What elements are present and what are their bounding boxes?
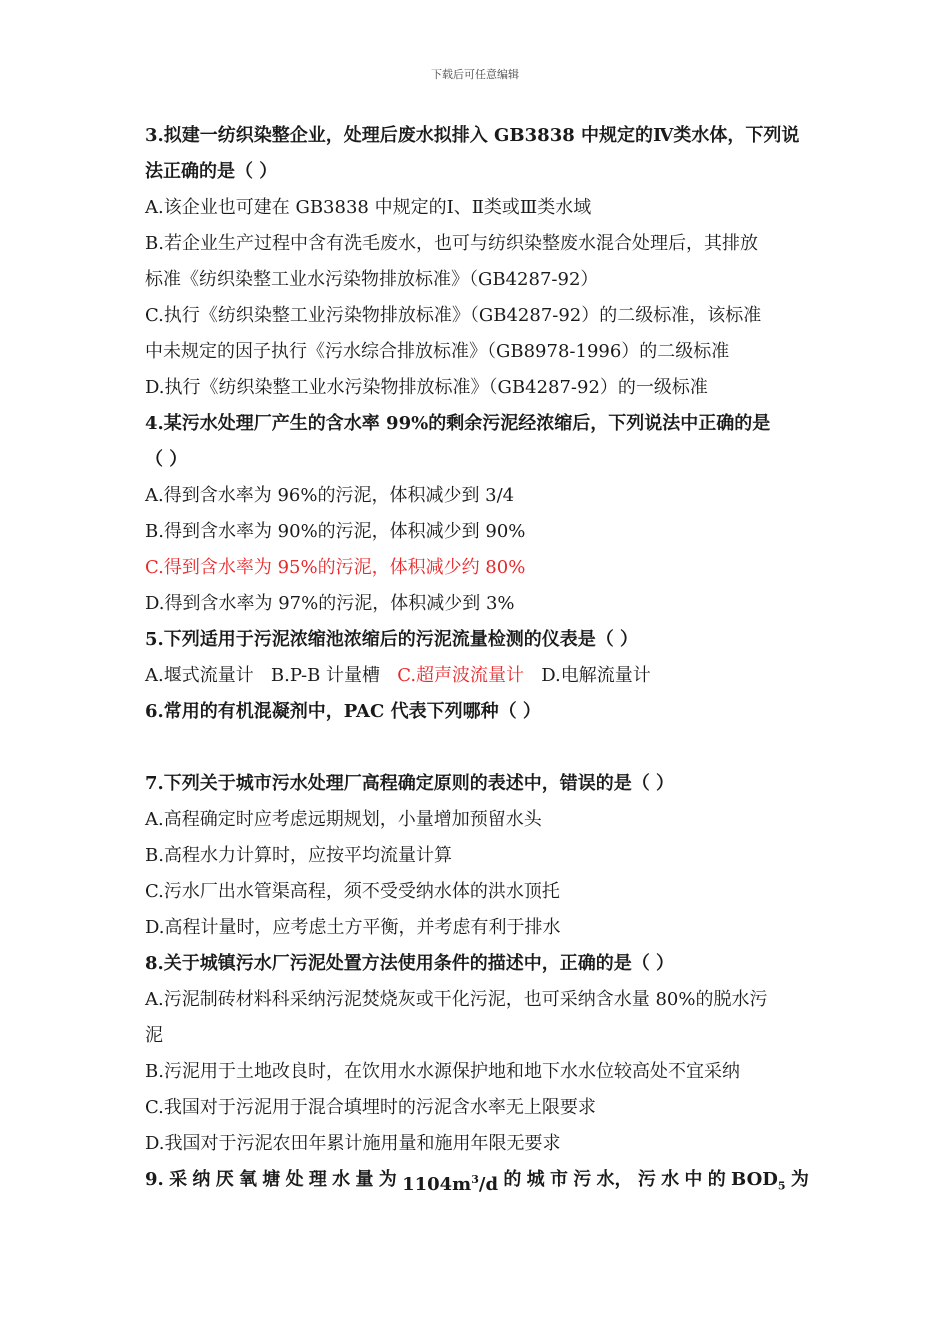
question-4-option-b: B.得到含水率为 90%的污泥，体积减少到 90% (145, 521, 526, 542)
q9-bod (731, 1162, 786, 1198)
q9-part: 市 (549, 1169, 568, 1190)
q9-part: 水 (661, 1169, 680, 1190)
q9-part: 采 (169, 1169, 188, 1190)
blank-line (145, 730, 809, 766)
question-5-options (145, 658, 809, 694)
question-7-option-d: D.高程计量时，应考虑土方平衡，并考虑有利于排水 (145, 917, 561, 938)
question-3-option-c-line2: 中未规定的因子执行《污水综合排放标准》（GB8978-1996）的二级标准 (145, 341, 730, 362)
q9-part: 处 (285, 1169, 304, 1190)
q9-bod-sub: 5 (777, 1179, 786, 1193)
q9-part: 的 (503, 1169, 522, 1190)
q9-flow-sup: 3 (471, 1173, 479, 1186)
q9-flow-value: 1104m (402, 1174, 472, 1195)
question-3-stem-line1: 3.拟建一纺织染整企业，处理后废水拟排入 GB3838 中规定的Ⅳ类水体，下列说 (145, 125, 800, 146)
question-5-option-b: B.P-B 计量槽 (270, 665, 381, 686)
q9-part: 纳 (192, 1169, 211, 1190)
q9-part: 氧 (238, 1169, 257, 1190)
q9-part: 为 (378, 1169, 397, 1190)
question-8-option-c: C.我国对于污泥用于混合填埋时的污泥含水率无上限要求 (145, 1097, 596, 1118)
q9-part: 理 (308, 1169, 327, 1190)
question-3-option-c-line1: C.执行《纺织染整工业污染物排放标准》（GB4287-92）的二级标准，该标准 (145, 305, 762, 326)
question-3-option-a: A.该企业也可建在 GB3838 中规定的Ⅰ、Ⅱ类或Ⅲ类水域 (145, 197, 592, 218)
question-3-option-b-line1: B.若企业生产过程中含有洗毛废水，也可与纺织染整废水混合处理后，其排放 (145, 233, 758, 254)
question-5-stem: 5.下列适用于污泥浓缩池浓缩后的污泥流量检测的仪表是（ ） (145, 629, 639, 650)
question-8-option-a-line2: 泥 (145, 1025, 163, 1046)
question-8-option-a-line1: A.污泥制砖材料科采纳污泥焚烧灰或干化污泥，也可采纳含水量 80%的脱水污 (145, 989, 768, 1010)
question-3-stem-line2: 法正确的是（ ） (145, 161, 278, 182)
question-4-stem-line1: 4.某污水处理厂产生的含水率 99%的剩余污泥经浓缩后，下列说法中正确的是 (145, 413, 771, 434)
question-8-option-b: B.污泥用于土地改良时，在饮用水水源保护地和地下水水位较高处不宜采纳 (145, 1061, 740, 1082)
document-body (145, 118, 809, 1198)
question-6-stem: 6.常用的有机混凝剂中，PAC 代表下列哪种（ ） (145, 701, 541, 722)
question-7-option-b: B.高程水力计算时，应按平均流量计算 (145, 845, 452, 866)
question-8-option-d: D.我国对于污泥农田年累计施用量和施用年限无要求 (145, 1133, 561, 1154)
question-3-option-d: D.执行《纺织染整工业水污染物排放标准》（GB4287-92）的一级标准 (145, 377, 708, 398)
q9-part: 为 (790, 1169, 809, 1190)
question-4-option-a: A.得到含水率为 96%的污泥，体积减少到 3/4 (145, 485, 515, 506)
q9-part: 水 (332, 1169, 351, 1190)
question-7-option-a: A.高程确定时应考虑远期规划，小量增加预留水头 (145, 809, 542, 830)
question-9-stem (145, 1162, 809, 1198)
q9-flow (402, 1162, 498, 1198)
question-4-option-d: D.得到含水率为 97%的污泥，体积减少到 3% (145, 593, 515, 614)
q9-part: 污 (637, 1169, 656, 1190)
question-4-option-c-answer: C.得到含水率为 95%的污泥，体积减少约 80% (145, 557, 526, 578)
question-7-stem: 7.下列关于城市污水处理厂高程确定原则的表述中，错误的是（ ） (145, 773, 675, 794)
page-header: 下载后可任意编辑 (431, 68, 519, 81)
q9-part: 水， (596, 1169, 633, 1190)
question-4-stem-line2: （ ） (145, 449, 188, 470)
q9-part: 污 (573, 1169, 592, 1190)
q9-part: 9. (145, 1169, 164, 1190)
q9-part: 厌 (215, 1169, 234, 1190)
question-7-option-c: C.污水厂出水管渠高程，须不受受纳水体的洪水顶托 (145, 881, 560, 902)
q9-flow-unit: /d (478, 1174, 499, 1195)
question-5-option-c-answer: C.超声波流量计 (397, 665, 525, 686)
q9-part: 城 (526, 1169, 545, 1190)
question-8-stem: 8.关于城镇污水厂污泥处置方法使用条件的描述中，正确的是（ ） (145, 953, 675, 974)
q9-part: 量 (355, 1169, 374, 1190)
question-5-option-a: A.堰式流量计 (145, 665, 254, 686)
question-3-option-b-line2: 标准《纺织染整工业水污染物排放标准》（GB4287-92） (145, 269, 599, 290)
q9-bod-label: BOD (731, 1169, 778, 1190)
q9-part: 塘 (262, 1169, 281, 1190)
question-5-option-d: D.电解流量计 (541, 665, 651, 686)
q9-part: 的 (707, 1169, 726, 1190)
q9-part: 中 (684, 1169, 703, 1190)
